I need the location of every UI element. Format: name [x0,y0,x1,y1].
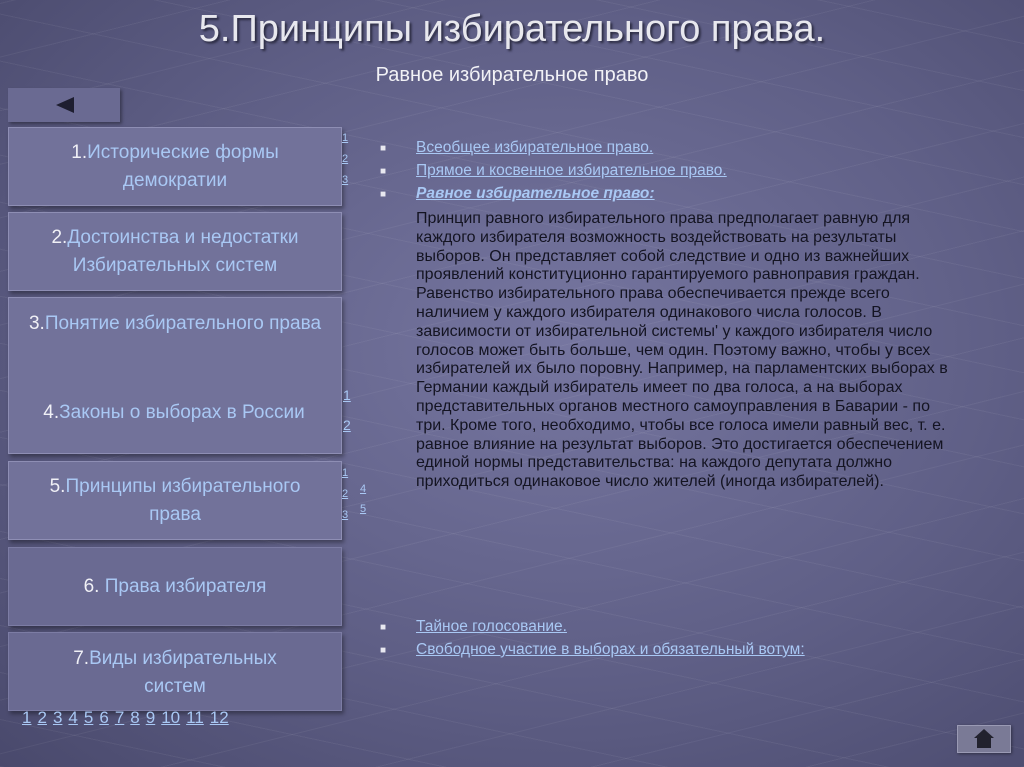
bullet-icon: ■ [380,622,387,633]
page-link[interactable]: 7 [114,708,125,727]
nav-item-4[interactable] [8,402,340,424]
nav-item-number: 4. [43,402,60,423]
page-link[interactable]: 12 [209,708,229,727]
page-number-links [22,708,235,728]
page-link[interactable]: 1 [22,708,32,727]
nav-item-number: 5. [49,475,66,497]
principle-paragraph: Принцип равного избирательного права предполагает равную для каждого избирателя возможность воздействовать на результаты выборов. Он представляет собой следствие и одно из важнейших проявлений конституционно гарантируемого равноправия граждан. Равенство избирательного права обеспечивается прежде всего наличием у каждого избирателя одинакового числа голосов. В зависимости от избирательной системы' у каждого избирателя число голосов может быть больше, чем один. Поэтому важно, чтобы у всех избирателей их было поровну. Например, на парламентских выборах в Германии каждый избиратель имеет по два голоса, а на выборах представительных органов местного самоуправления в Баварии - по три. Кроме того, необходимо, чтобы все голоса имели равный вес, т. е. равное влияние на результат выборов. Это достигается обеспечением единой нормы представительства: на каждого депутата должно приходиться одинаковое число жителей (иногда избирателей). [416,210,948,491]
nav-item-3[interactable] [8,297,342,454]
nav-item-number: 1. [71,141,88,163]
page-link[interactable]: 11 [186,708,204,727]
back-button[interactable] [8,88,120,122]
sublink[interactable]: 5 [360,503,367,515]
nav-item-2[interactable] [8,212,342,291]
nav-item-5[interactable] [8,461,342,540]
nav-item-label[interactable]: Права избирателя [104,575,267,597]
nav-item-label[interactable]: Понятие избирательного права [44,313,322,334]
page-link[interactable]: 6 [99,708,109,727]
nav-item-7[interactable] [8,632,342,711]
nav-item-number: 6. [83,575,105,597]
page-title: 5.Принципы избирательного права. [198,8,826,50]
bullet-icon: ■ [380,645,387,656]
nav-item-number: 7. [73,648,90,669]
page-link[interactable]: 2 [37,708,47,727]
sublink[interactable]: 3 [342,174,349,186]
page-link[interactable]: 8 [130,708,140,727]
bullet-icon: ■ [380,143,387,154]
bullet-icon: ■ [380,189,387,200]
sublink[interactable]: 2 [342,488,349,500]
bullet-link-free[interactable]: Свободное участие в выборах и обязательный вотум: [416,641,805,658]
nav-item-label[interactable]: Достоинства и недостатки Избирательных систем [67,226,299,276]
sublink[interactable]: 4 [360,483,367,495]
sublink[interactable]: 1 [343,387,351,403]
bullet-link-equal[interactable]: Равное избирательное право: [416,185,655,202]
nav-item-label[interactable]: Исторические формы демократии [87,141,279,191]
nav-item-6[interactable] [8,547,342,626]
page-link[interactable]: 5 [83,708,94,727]
nav-item-1[interactable] [8,127,342,206]
nav-item-label[interactable]: Законы о выборах в России [59,402,305,423]
bullet-icon: ■ [380,166,387,177]
page-link[interactable]: 4 [68,708,78,727]
page-link[interactable]: 10 [161,708,181,727]
nav-item-number: 2. [51,226,68,248]
home-icon-body [977,738,991,748]
page-link[interactable]: 3 [52,708,63,727]
sublink[interactable]: 2 [343,417,351,433]
sublink[interactable]: 3 [342,509,349,521]
home-icon [974,729,994,738]
nav-item-number: 3. [28,313,45,334]
bullet-link-universal[interactable]: Всеобщее избирательное право. [416,139,654,156]
home-button[interactable] [957,725,1011,753]
page-link[interactable]: 9 [145,708,156,727]
page-subtitle: Равное избирательное право [375,64,649,86]
bullet-link-secret[interactable]: Тайное голосование. [416,618,567,635]
sublink[interactable]: 1 [342,132,349,144]
nav-item-label[interactable]: Принципы избирательного права [65,475,301,525]
sublink[interactable]: 2 [342,153,349,165]
bullet-link-direct[interactable]: Прямое и косвенное избирательное право. [416,162,727,179]
sublink[interactable]: 1 [342,467,349,479]
back-arrow-icon [56,97,74,113]
nav-item-label[interactable]: Виды избирательных систем [89,648,277,697]
